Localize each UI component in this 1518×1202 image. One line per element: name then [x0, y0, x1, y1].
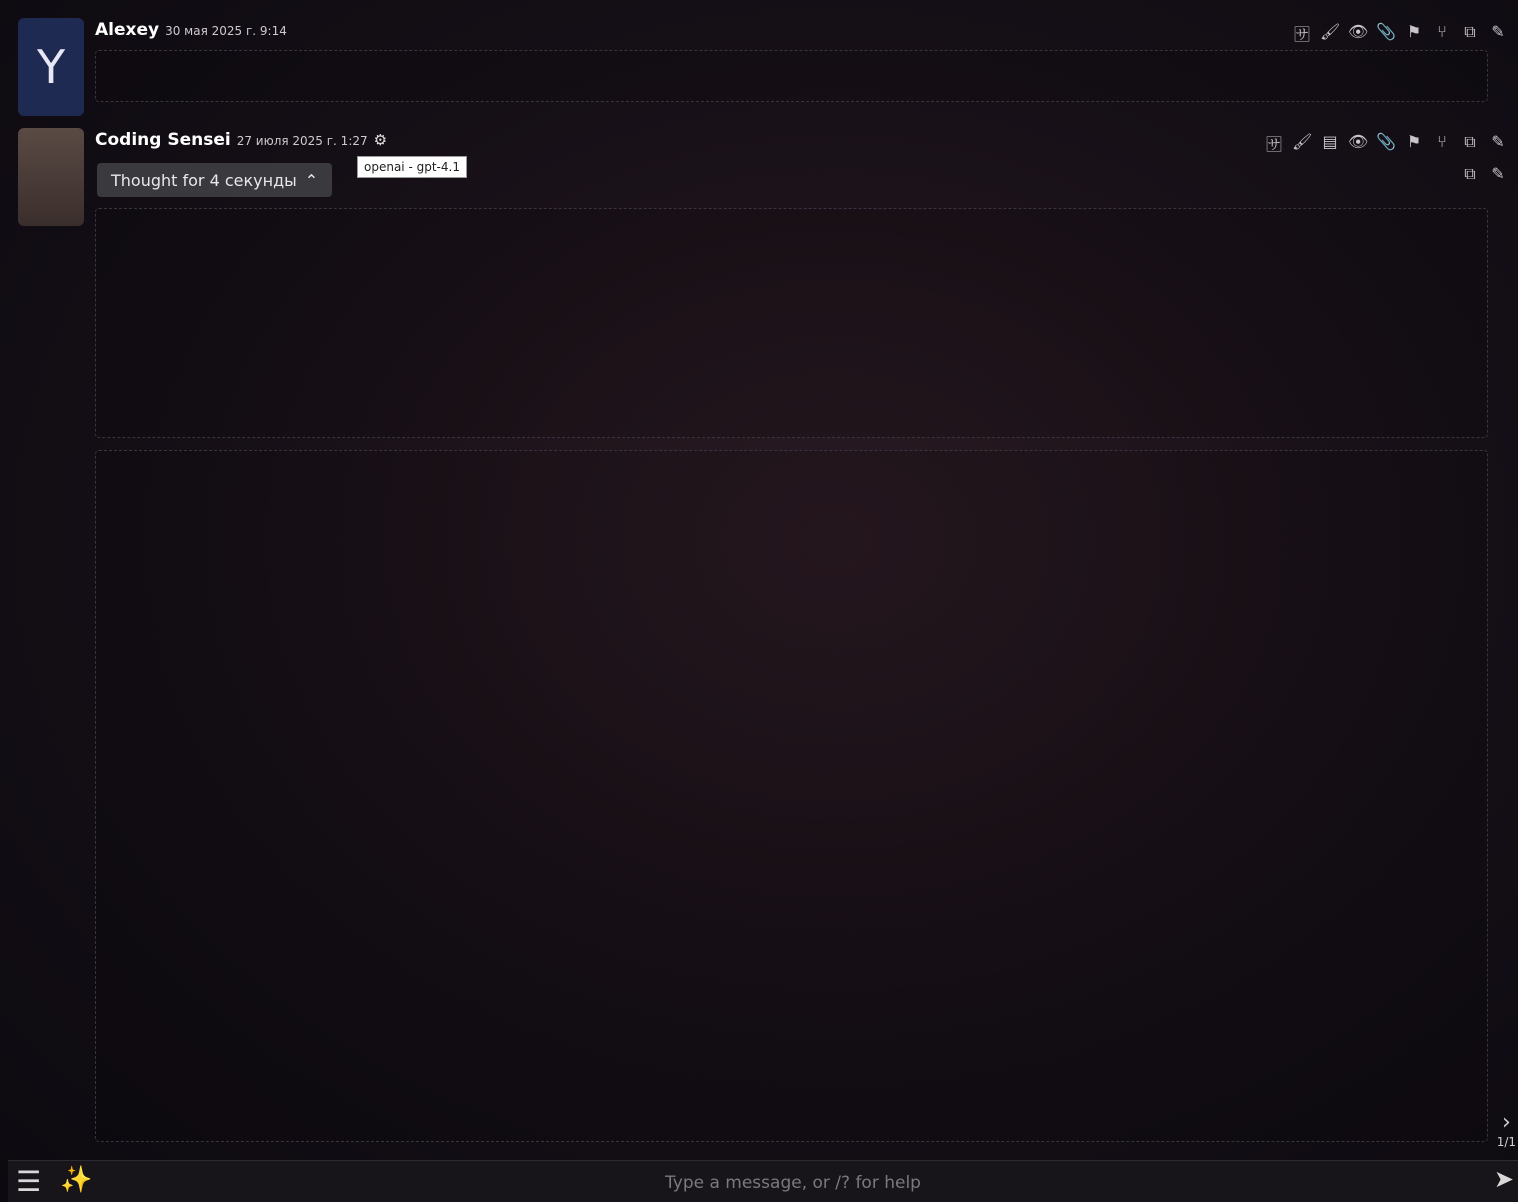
avatar[interactable]: [18, 128, 84, 226]
avatar-letter: Y: [36, 40, 66, 94]
copy-icon[interactable]: ⧉: [1464, 164, 1476, 183]
swipe-control[interactable]: [1497, 1110, 1516, 1149]
pencil-icon[interactable]: ✎: [1491, 132, 1505, 151]
model-icon[interactable]: ⚙: [373, 131, 388, 149]
pencil-icon[interactable]: ✎: [1491, 164, 1505, 183]
branch-icon[interactable]: ⑂: [1437, 132, 1447, 151]
send-icon[interactable]: ➤: [1493, 1165, 1514, 1193]
magic-wand-icon[interactable]: ✨: [60, 1165, 93, 1195]
model-tooltip: openai - gpt-4.1: [357, 156, 467, 178]
translate-icon[interactable]: 🈂: [1265, 135, 1282, 154]
brush-icon[interactable]: 🖌: [1292, 132, 1313, 151]
pencil-icon[interactable]: ✎: [1491, 22, 1505, 41]
message-body-placeholder: [95, 450, 1488, 1142]
note-icon[interactable]: ▤: [1322, 132, 1338, 151]
flag-icon[interactable]: ⚑: [1406, 22, 1422, 41]
flag-icon[interactable]: ⚑: [1406, 132, 1422, 151]
message-timestamp: 27 июля 2025 г. 1:27: [236, 134, 368, 148]
translate-icon[interactable]: 🈂: [1293, 25, 1310, 44]
menu-icon[interactable]: ☰: [16, 1165, 42, 1198]
input-bar: [8, 1160, 1518, 1202]
message-body-placeholder: [95, 50, 1488, 102]
reasoning-toolbar: [1460, 164, 1508, 184]
message-input[interactable]: [108, 1167, 1478, 1199]
reasoning-body-placeholder: [95, 208, 1488, 438]
copy-icon[interactable]: ⧉: [1464, 132, 1476, 151]
swipe-counter: 1/1: [1496, 1135, 1516, 1149]
thought-toggle-button[interactable]: [97, 163, 332, 197]
chevron-up-icon: ⌃: [304, 170, 319, 190]
branch-icon[interactable]: ⑂: [1437, 22, 1447, 41]
copy-icon[interactable]: ⧉: [1464, 22, 1476, 41]
message-author[interactable]: Coding Sensei: [95, 130, 231, 150]
thought-label: Thought for 4 секунды: [111, 170, 297, 190]
eye-icon[interactable]: 👁: [1348, 22, 1369, 41]
message-toolbar: [1264, 132, 1508, 155]
avatar[interactable]: [18, 18, 84, 116]
brush-icon[interactable]: 🖌: [1320, 22, 1341, 41]
paperclip-icon[interactable]: 📎: [1376, 22, 1396, 41]
paperclip-icon[interactable]: 📎: [1376, 132, 1396, 151]
eye-icon[interactable]: 👁: [1348, 132, 1369, 151]
message-author[interactable]: Alexey: [95, 20, 160, 40]
message-timestamp: 30 мая 2025 г. 9:14: [165, 24, 287, 38]
message-toolbar: [1292, 22, 1508, 45]
chevron-right-icon[interactable]: ›: [1501, 1110, 1511, 1135]
